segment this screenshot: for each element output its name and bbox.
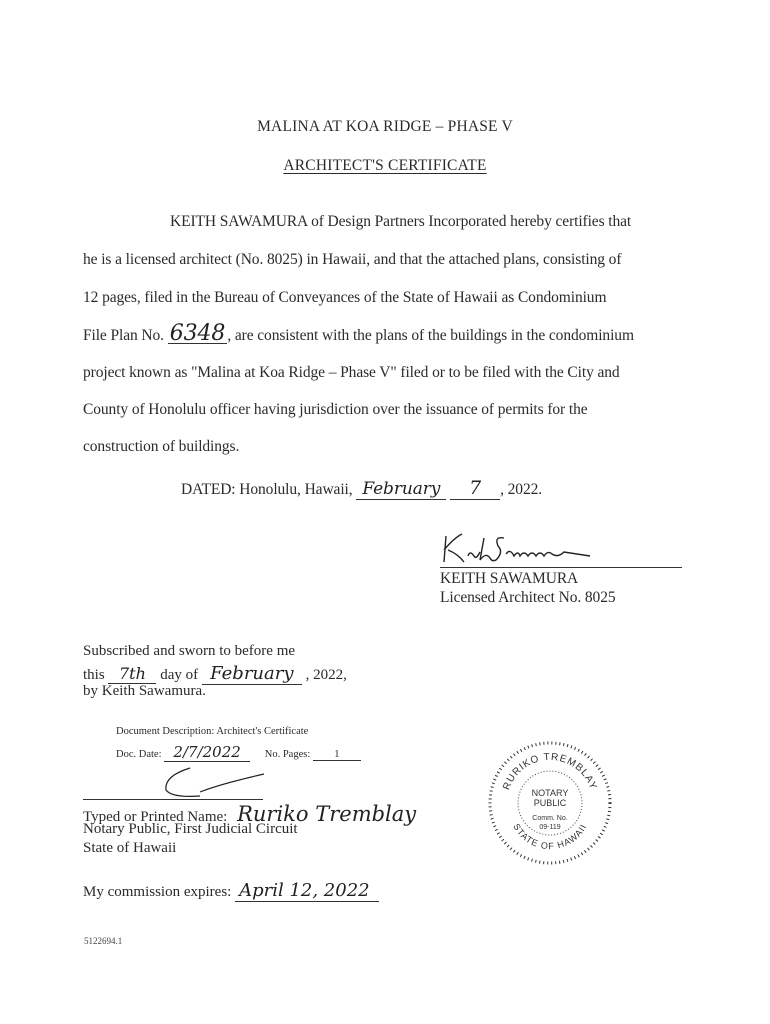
notary-signature <box>160 762 270 807</box>
paragraph-line-3: 12 pages, filed in the Bureau of Conveyances of the State of Hawaii as Condominium <box>83 289 607 306</box>
footer-doc-id: 5122694.1 <box>84 936 123 946</box>
dated-day: 7 <box>450 477 500 500</box>
doc-date-line <box>116 743 361 762</box>
jurat-year: , 2022, <box>305 667 347 683</box>
commission-line <box>83 880 379 902</box>
dated-month: February <box>356 479 446 500</box>
this-day-line <box>83 663 347 685</box>
paragraph-line-7: construction of buildings. <box>83 438 240 455</box>
paragraph-line-4 <box>83 321 634 346</box>
no-pages-label: No. Pages: <box>264 749 311 760</box>
no-pages-value: 1 <box>313 749 361 761</box>
this-prefix: this <box>83 667 105 683</box>
seal-top-text: RURIKO TREMBLAY <box>501 751 599 792</box>
seal-public: PUBLIC <box>533 798 567 808</box>
notary-public-line: Notary Public, First Judicial Circuit <box>83 821 298 837</box>
document-subtitle: ARCHITECT'S CERTIFICATE <box>283 157 487 174</box>
commission-label: My commission expires: <box>83 884 232 900</box>
seal-bottom-text: STATE OF HAWAII <box>511 821 589 852</box>
subscribed-line: Subscribed and sworn to before me <box>83 643 296 659</box>
seal-notary: NOTARY <box>531 788 569 798</box>
architect-name: KEITH SAWAMURA <box>440 570 579 587</box>
doc-description <box>116 726 308 737</box>
paragraph-line-5: project known as "Malina at Koa Ridge – Phase V" filed or to be filed with the City and <box>83 364 620 381</box>
doc-date-value: 2/7/2022 <box>164 743 250 762</box>
seal-comm-no: 09-119 <box>539 824 561 831</box>
doc-date-label: Doc. Date: <box>116 749 162 760</box>
doc-description-value: Architect's Certificate <box>216 726 309 737</box>
document-title: MALINA AT KOA RIDGE – PHASE V <box>257 118 513 135</box>
commission-date: April 12, 2022 <box>235 880 379 902</box>
paragraph-line-2: he is a licensed architect (No. 8025) in Hawaii, and that the attached plans, consisting of <box>83 251 622 268</box>
paragraph-line-6: County of Honolulu officer having jurisdiction over the issuance of permits for the <box>83 401 588 418</box>
doc-description-label: Document Description: <box>116 726 215 737</box>
svg-text:RURIKO TREMBLAY <box>501 752 599 792</box>
paragraph-line-1: KEITH SAWAMURA of Design Partners Incorporated hereby certifies that <box>170 213 632 230</box>
typed-name-label: Typed or Printed Name: <box>83 809 228 825</box>
file-plan-number: 6348 <box>169 321 226 346</box>
dated-prefix: DATED: Honolulu, Hawaii, <box>181 481 353 498</box>
dated-line <box>181 477 542 500</box>
day-of-label: day of <box>160 667 199 683</box>
by-line: by Keith Sawamura. <box>83 683 206 699</box>
paragraph-line-4-suffix: , are consistent with the plans of the buildings in the condominium <box>227 327 634 344</box>
architect-license: Licensed Architect No. 8025 <box>440 589 616 606</box>
file-plan-label: File Plan No. <box>83 327 164 344</box>
notary-state-line: State of Hawaii <box>83 840 177 856</box>
typed-name-value: Ruriko Tremblay <box>237 802 417 826</box>
seal-comm-label: Comm. No. <box>532 815 568 822</box>
jurat-month: February <box>202 663 302 685</box>
jurat-day: 7th <box>108 664 156 684</box>
dated-suffix: , 2022. <box>500 481 543 498</box>
notary-seal <box>485 738 615 868</box>
